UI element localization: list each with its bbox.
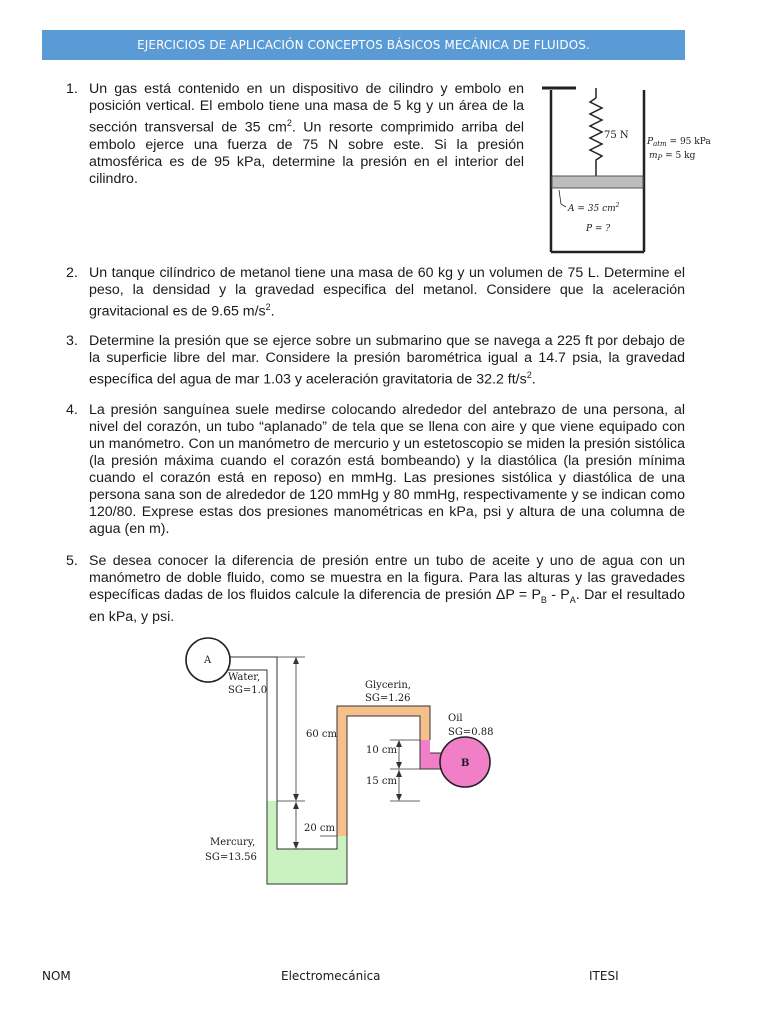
mercury-label: Mercury, xyxy=(210,837,256,848)
dimension-20cm: 20 cm xyxy=(304,823,335,834)
dimension-15cm: 15 cm xyxy=(366,776,397,787)
footer-left: NOM xyxy=(42,969,71,983)
mass-label: $m_P = 5$ kg xyxy=(649,151,696,162)
exercise-2-number: 2. xyxy=(66,265,78,281)
piston-cylinder-figure xyxy=(538,82,711,254)
glycerin-label: Glycerin, xyxy=(365,680,411,691)
exercise-2-text: Un tanque cilíndrico de metanol tiene una masa de 60 kg y un volumen de 75 L. Determine el peso, la densidad y la gravedad especifica del metanol. Considere que la aceleración gravitacional es de 9.65 $m/s^2$. xyxy=(89,265,685,320)
exercise-4-number: 4. xyxy=(66,402,78,418)
exercise-3-text: Determine la presión que se ejerce sobre un submarino que se navega a 225 ft por debajo de la superficie libre del mar. Considere la presión barométrica igual a 14.7 psia, la gravedad específica del agua de mar 1.03 y aceleración gravitatoria de 32.2 $ft/s^2$. xyxy=(89,333,685,388)
spring-icon xyxy=(590,98,602,176)
point-a-label: A xyxy=(204,655,212,666)
glycerin-sg-label: SG=1.26 xyxy=(365,693,411,704)
patm-label: $P_{atm} = 95$ kPa xyxy=(647,137,711,148)
oil-label: Oil xyxy=(448,713,463,724)
piston xyxy=(552,176,643,188)
exercise-1-text: Un gas está contenido en un dispositivo de cilindro y embolo en posición vertical. El embolo tiene una masa de 5 kg y un área de la sección transversal de 35 $cm^2$. Un resorte comprimido arriba del embolo ejerce una fuerza de 75 N sobre este. Si la presión atmosférica es de 95 kPa, determine la presión en el interior del cilindro. xyxy=(89,81,524,187)
dimension-10cm: 10 cm xyxy=(366,745,397,756)
double-fluid-manometer-figure xyxy=(180,636,500,890)
pressure-label: P = ? xyxy=(586,224,611,234)
footer-right: ITESI xyxy=(589,969,619,983)
footer-center: Electromecánica xyxy=(281,969,381,983)
exercise-1-number: 1. xyxy=(66,81,78,97)
mercury-fill-bottom xyxy=(267,849,347,884)
mercury-fill-left xyxy=(267,801,277,849)
area-label: A = 35 $cm^2$ xyxy=(568,202,620,214)
point-b-label: B xyxy=(461,758,470,769)
mercury-sg-label: SG=13.56 xyxy=(205,852,257,863)
water-label: Water, xyxy=(228,672,261,683)
dimension-60cm: 60 cm xyxy=(306,729,337,740)
mercury-fill-right xyxy=(337,836,347,849)
exercise-4-text: La presión sanguínea suele medirse colocando alrededor del antebrazo de una persona, al nivel del corazón, un tubo “aplanado” de tela que se llena con aire y que viene equipado con un manómetro. Con un manómetro de mercurio y un estetoscopio se miden la presión sistólica (la presión máxima cuando el corazón está bombeando) y la diastólica (la presión mínima cuando el corazón está en reposo) en mmHg. Las presiones sistólica y diastólica de una persona sana son de alrededor de 120 mmHg y 80 mmHg, respectivamente y se indican como 120/80. Exprese estas dos presiones manométricas en kPa, psi y altura de una columna de agua (en m). xyxy=(89,402,685,537)
document-header: EJERCICIOS DE APLICACIÓN CONCEPTOS BÁSICOS MECÁNICA DE FLUIDOS. xyxy=(42,30,685,60)
glycerin-fill xyxy=(337,706,430,836)
exercise-3-number: 3. xyxy=(66,333,78,349)
oil-sg-label: SG=0.88 xyxy=(448,727,494,738)
water-sg-label: SG=1.0 xyxy=(228,685,268,696)
exercise-5-number: 5. xyxy=(66,553,78,569)
exercise-5-text: Se desea conocer la diferencia de presión entre un tubo de aceite y uno de agua con un manómetro de doble fluido, como se muestra en la figura. Para las alturas y las gravedades específicas dadas de los fluidos calcule la diferencia de presión $\Delta P = P_B - P_A$. Dar el resultado en kPa, y psi. xyxy=(89,553,685,625)
spring-force-label: 75 N xyxy=(604,130,629,141)
